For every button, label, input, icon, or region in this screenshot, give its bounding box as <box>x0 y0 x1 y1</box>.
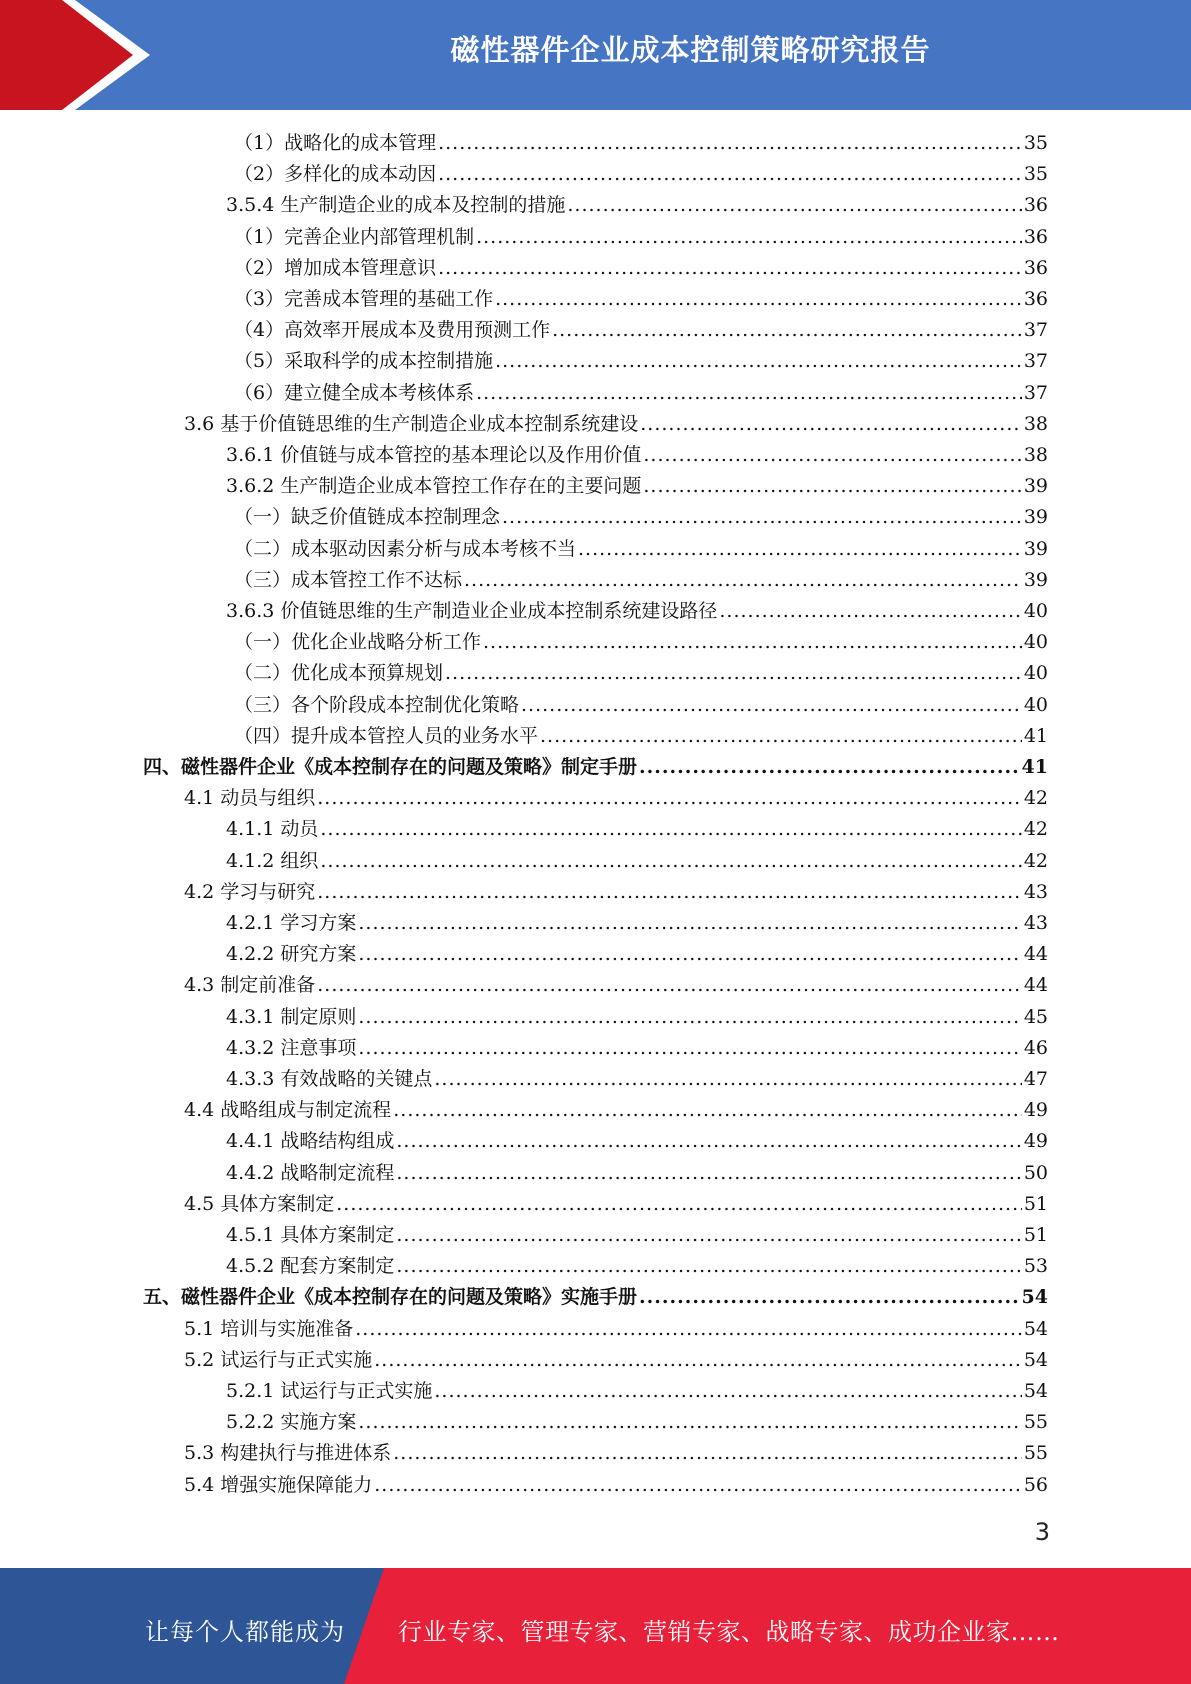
toc-leader-dots <box>552 315 1022 346</box>
toc-entry-page: 55 <box>1023 1442 1048 1465</box>
toc-entry[interactable] <box>226 908 1048 939</box>
toc-leader-dots <box>317 970 1022 1001</box>
toc-entry-page: 40 <box>1023 662 1048 685</box>
toc-entry[interactable] <box>226 1158 1048 1189</box>
toc-entry-page: 51 <box>1023 1192 1048 1215</box>
toc-entry[interactable] <box>226 1376 1048 1407</box>
toc-entry[interactable] <box>234 315 1048 346</box>
toc-entry-page: 44 <box>1023 974 1048 997</box>
toc-entry[interactable] <box>226 1220 1048 1251</box>
toc-entry-page: 40 <box>1023 693 1048 716</box>
toc-entry-page: 38 <box>1023 444 1048 466</box>
toc-entry-label: 4.5 具体方案制定 <box>184 1192 335 1215</box>
toc-entry[interactable] <box>184 877 1048 908</box>
toc-entry-label: （5）采取科学的成本控制措施 <box>234 350 494 373</box>
toc-entry-label: （4）高效率开展成本及费用预测工作 <box>234 319 551 342</box>
toc-entry-label: 4.5.2 配套方案制定 <box>226 1255 395 1278</box>
toc-leader-dots <box>495 284 1022 315</box>
toc-entry-label: 四、磁性器件企业《成本控制存在的问题及策略》制定手册 <box>143 756 638 778</box>
toc-entry[interactable] <box>226 939 1048 970</box>
toc-entry-page: 45 <box>1023 1005 1048 1028</box>
toc-entry[interactable] <box>143 752 1048 783</box>
toc-entry[interactable] <box>184 970 1048 1001</box>
toc-entry-page: 37 <box>1023 381 1048 404</box>
toc-entry-label: 3.6.1 价值链与成本管控的基本理论以及作用价值 <box>226 444 642 466</box>
toc-entry[interactable] <box>234 378 1048 409</box>
toc-entry-page: 55 <box>1023 1411 1048 1434</box>
toc-entry-page: 37 <box>1023 319 1048 342</box>
toc-entry-page: 39 <box>1023 537 1048 560</box>
toc-entry-label: 4.2.1 学习方案 <box>226 912 357 934</box>
toc-leader-dots <box>336 1189 1022 1220</box>
toc-entry-label: （二）优化成本预算规划 <box>234 662 444 685</box>
toc-entry-label: 4.2 学习与研究 <box>184 880 316 903</box>
toc-entry-page: 38 <box>1023 412 1048 435</box>
toc-entry-page: 51 <box>1023 1224 1048 1246</box>
toc-entry[interactable] <box>234 502 1048 533</box>
toc-entry[interactable] <box>184 1345 1048 1376</box>
toc-entry[interactable] <box>234 658 1048 689</box>
toc-entry-page: 54 <box>1023 1380 1048 1402</box>
toc-leader-dots <box>719 596 1021 627</box>
toc-entry-label: 3.5.4 生产制造企业的成本及控制的措施 <box>226 194 566 217</box>
toc-entry-label: 4.1.2 组织 <box>226 849 319 872</box>
toc-entry-label: 5.4 增强实施保障能力 <box>184 1473 373 1496</box>
toc-entry[interactable] <box>226 1126 1048 1157</box>
toc-entry-page: 54 <box>1021 1286 1048 1309</box>
toc-entry[interactable] <box>234 222 1048 253</box>
toc-leader-dots <box>396 1251 1021 1282</box>
toc-entry-label: （一）缺乏价值链成本控制理念 <box>234 506 501 529</box>
toc-entry[interactable] <box>234 253 1048 284</box>
toc-leader-dots <box>578 534 1022 565</box>
toc-entry-page: 35 <box>1023 163 1048 186</box>
toc-entry-page: 36 <box>1023 256 1048 279</box>
page-number: 3 <box>1034 1518 1050 1546</box>
toc-entry-label: （二）成本驱动因素分析与成本考核不当 <box>234 537 577 560</box>
toc-entry[interactable] <box>184 409 1048 440</box>
toc-entry-page: 39 <box>1023 568 1048 591</box>
toc-leader-dots <box>434 1376 1021 1407</box>
toc-leader-dots <box>438 253 1022 284</box>
toc-entry-page: 42 <box>1023 818 1048 841</box>
toc-entry-page: 39 <box>1023 475 1048 498</box>
toc-leader-dots <box>358 908 1021 939</box>
toc-entry-label: （三）各个阶段成本控制优化策略 <box>234 693 520 716</box>
report-title: 磁性器件企业成本控制策略研究报告 <box>450 33 931 67</box>
toc-entry[interactable] <box>234 690 1048 721</box>
toc-entry[interactable] <box>234 284 1048 315</box>
toc-leader-dots <box>445 658 1022 689</box>
toc-entry-label: 4.3 制定前准备 <box>184 974 316 997</box>
toc-entry[interactable] <box>226 1407 1048 1438</box>
toc-entry-label: 4.4.2 战略制定流程 <box>226 1161 395 1184</box>
toc-leader-dots <box>358 1407 1021 1438</box>
toc-entry[interactable] <box>184 783 1048 814</box>
toc-entry-page: 54 <box>1023 1317 1048 1340</box>
toc-leader-dots <box>434 1064 1021 1095</box>
toc-entry-page: 54 <box>1023 1348 1048 1371</box>
toc-leader-dots <box>476 378 1022 409</box>
toc-leader-dots <box>374 1345 1022 1376</box>
toc-entry[interactable] <box>143 1282 1048 1313</box>
toc-leader-dots <box>438 159 1022 190</box>
toc-entry[interactable] <box>226 814 1048 845</box>
toc-entry-page: 49 <box>1023 1099 1048 1122</box>
toc-leader-dots <box>540 721 1022 752</box>
toc-entry-page: 49 <box>1023 1130 1048 1153</box>
toc-entry[interactable] <box>234 346 1048 377</box>
toc-entry[interactable] <box>184 1095 1048 1126</box>
page-footer <box>0 1568 1191 1684</box>
toc-entry[interactable] <box>226 190 1048 221</box>
toc-leader-dots <box>396 1158 1021 1189</box>
toc-leader-dots <box>396 1126 1021 1157</box>
toc-entry-label: 4.4.1 战略结构组成 <box>226 1130 395 1153</box>
toc-leader-dots <box>396 1220 1021 1251</box>
toc-entry-label: 4.5.1 具体方案制定 <box>226 1224 395 1246</box>
toc-entry-page: 47 <box>1023 1068 1048 1090</box>
toc-entry-page: 42 <box>1023 849 1048 872</box>
toc-entry-page: 43 <box>1023 880 1048 903</box>
toc-entry[interactable] <box>184 1189 1048 1220</box>
toc-entry-label: （2）增加成本管理意识 <box>234 256 437 279</box>
toc-entry-page: 44 <box>1023 943 1048 966</box>
toc-leader-dots <box>320 814 1021 845</box>
toc-leader-dots <box>521 690 1022 721</box>
toc-leader-dots <box>358 1033 1021 1064</box>
toc-entry[interactable] <box>184 1470 1048 1501</box>
toc-entry-label: （2）多样化的成本动因 <box>234 163 437 186</box>
toc-entry-label: 5.2 试运行与正式实施 <box>184 1348 373 1371</box>
toc-entry[interactable] <box>234 627 1048 658</box>
toc-entry[interactable] <box>226 1251 1048 1282</box>
toc-entry-label: （1）战略化的成本管理 <box>234 132 437 154</box>
toc-entry[interactable] <box>234 128 1048 159</box>
toc-entry-page: 53 <box>1023 1255 1048 1278</box>
toc-entry-label: 5.3 构建执行与推进体系 <box>184 1442 392 1465</box>
toc-leader-dots <box>393 1438 1022 1469</box>
toc-entry-page: 50 <box>1023 1161 1048 1184</box>
toc-entry[interactable] <box>184 1314 1048 1345</box>
header-arrow-icon <box>0 0 170 110</box>
toc-leader-dots <box>358 1002 1021 1033</box>
toc-leader-dots <box>464 565 1022 596</box>
toc-entry[interactable] <box>234 159 1048 190</box>
toc-leader-dots <box>393 1095 1022 1126</box>
toc-leader-dots <box>476 222 1022 253</box>
toc-entry-page: 36 <box>1023 225 1048 248</box>
toc-entry-page: 40 <box>1023 631 1048 654</box>
toc-leader-dots <box>502 502 1022 533</box>
toc-entry-label: 4.1 动员与组织 <box>184 787 316 810</box>
toc-entry-label: 4.3.2 注意事项 <box>226 1036 357 1059</box>
toc-leader-dots <box>320 846 1021 877</box>
toc-entry-label: 4.4 战略组成与制定流程 <box>184 1099 392 1122</box>
toc-leader-dots <box>355 1314 1022 1345</box>
toc-entry-page: 41 <box>1023 724 1048 747</box>
toc-leader-dots <box>317 783 1022 814</box>
toc-entry[interactable] <box>234 534 1048 565</box>
toc-leader-dots <box>358 939 1021 970</box>
toc-entry[interactable] <box>226 1002 1048 1033</box>
toc-entry-page: 42 <box>1023 787 1048 810</box>
toc-leader-dots <box>640 409 1022 440</box>
page-header <box>0 0 1191 110</box>
toc-entry-page: 46 <box>1023 1036 1048 1059</box>
toc-entry[interactable] <box>226 440 1048 471</box>
toc-leader-dots <box>643 471 1021 502</box>
toc-leader-dots <box>438 128 1022 159</box>
toc-leader-dots <box>639 752 1020 783</box>
toc-entry-label: 五、磁性器件企业《成本控制存在的问题及策略》实施手册 <box>143 1286 638 1309</box>
toc-leader-dots <box>567 190 1021 221</box>
toc-entry-label: 3.6 基于价值链思维的生产制造企业成本控制系统建设 <box>184 412 639 435</box>
toc-entry-label: 4.3.1 制定原则 <box>226 1005 357 1028</box>
toc-entry-label: （三）成本管控工作不达标 <box>234 568 463 591</box>
toc-entry-label: 5.2.1 试运行与正式实施 <box>226 1380 433 1402</box>
toc-leader-dots <box>495 346 1022 377</box>
toc-leader-dots <box>317 877 1022 908</box>
toc-entry[interactable] <box>184 1438 1048 1469</box>
toc-entry-label: 4.1.1 动员 <box>226 818 319 841</box>
toc-entry-page: 35 <box>1023 132 1048 154</box>
toc-leader-dots <box>639 1282 1020 1313</box>
toc-entry-page: 36 <box>1023 288 1048 310</box>
toc-entry-label: 4.2.2 研究方案 <box>226 943 357 966</box>
footer-slogan-right: 行业专家、管理专家、营销专家、战略专家、成功企业家…… <box>398 1618 1060 1646</box>
toc-entry-page: 36 <box>1023 194 1048 217</box>
toc-entry-label: （四）提升成本管控人员的业务水平 <box>234 724 539 747</box>
toc-entry[interactable] <box>226 1064 1048 1095</box>
toc-leader-dots <box>374 1470 1022 1501</box>
toc-entry-label: （3）完善成本管理的基础工作 <box>234 288 494 310</box>
toc-entry-label: 3.6.3 价值链思维的生产制造业企业成本控制系统建设路径 <box>226 600 718 622</box>
toc-entry[interactable] <box>226 1033 1048 1064</box>
toc-entry-label: 4.3.3 有效战略的关键点 <box>226 1068 433 1090</box>
toc-entry[interactable] <box>234 721 1048 752</box>
toc-leader-dots <box>643 440 1021 471</box>
toc-leader-dots <box>483 627 1022 658</box>
toc-entry-page: 39 <box>1023 506 1048 529</box>
toc-entry-label: （6）建立健全成本考核体系 <box>234 381 475 404</box>
toc-entry-page: 41 <box>1021 756 1048 778</box>
toc-entry-page: 40 <box>1023 600 1048 622</box>
toc-entry-label: （1）完善企业内部管理机制 <box>234 225 475 248</box>
footer-slogan-left: 让每个人都能成为 <box>145 1618 345 1646</box>
toc-entry-label: 5.1 培训与实施准备 <box>184 1317 354 1340</box>
toc-entry-page: 56 <box>1023 1473 1048 1496</box>
toc-entry-label: 5.2.2 实施方案 <box>226 1411 357 1434</box>
toc-entry-page: 43 <box>1023 912 1048 934</box>
toc-entry-label: 3.6.2 生产制造企业成本管控工作存在的主要问题 <box>226 475 642 498</box>
toc-entry-page: 37 <box>1023 350 1048 373</box>
toc-entry[interactable] <box>234 565 1048 596</box>
toc-entry[interactable] <box>226 596 1048 627</box>
toc-entry[interactable] <box>226 846 1048 877</box>
toc-entry[interactable] <box>226 471 1048 502</box>
toc-entry-label: （一）优化企业战略分析工作 <box>234 631 482 654</box>
